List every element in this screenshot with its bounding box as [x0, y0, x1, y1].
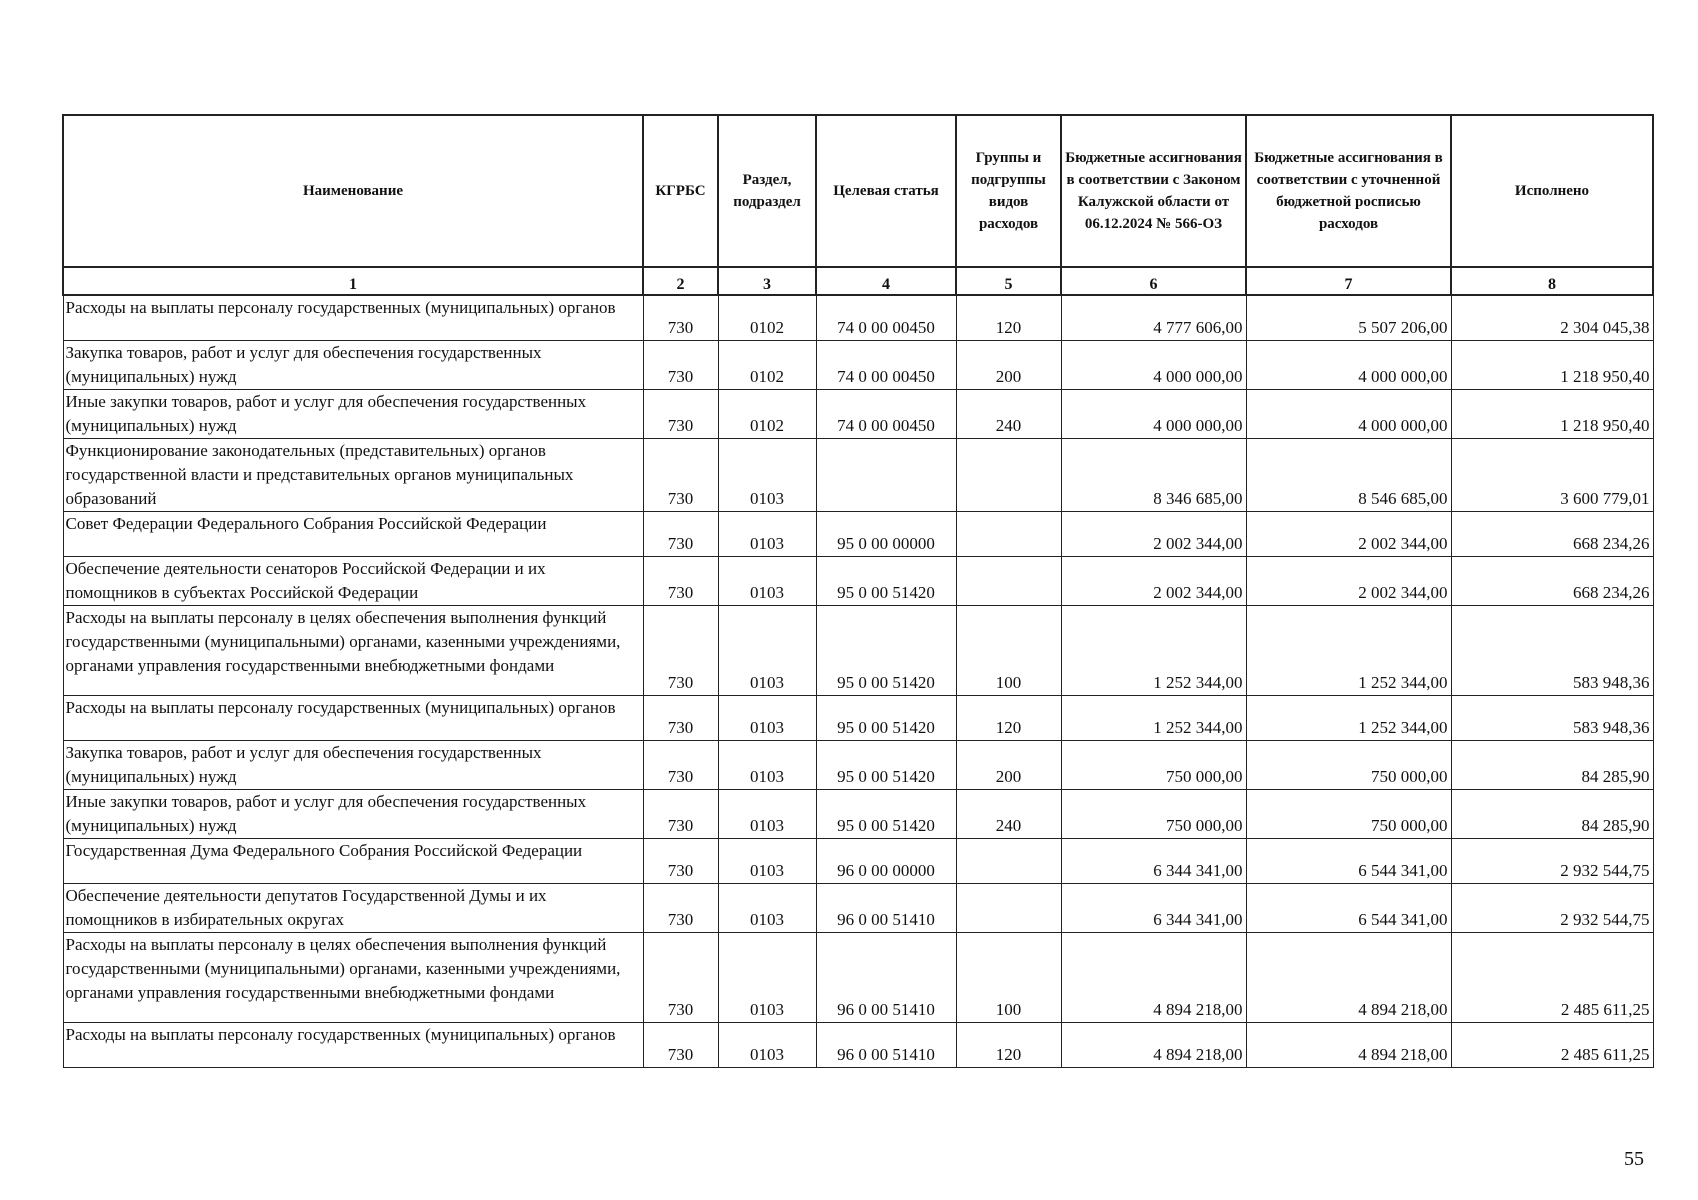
row-name-cell: Закупка товаров, работ и услуг для обеспечения государственных (муниципальных) нужд — [63, 340, 643, 389]
table-row — [63, 389, 1653, 438]
refined-allocation-cell: 8 546 685,00 — [1246, 438, 1451, 511]
column-number: 8 — [1451, 267, 1653, 295]
section-cell: 0103 — [718, 1022, 816, 1067]
section-cell: 0103 — [718, 932, 816, 1022]
row-name-cell: Иные закупки товаров, работ и услуг для обеспечения государственных (муниципальных) нужд — [63, 389, 643, 438]
kgrbs-cell: 730 — [643, 556, 718, 605]
expense-group-cell — [956, 556, 1061, 605]
section-cell: 0102 — [718, 295, 816, 340]
kgrbs-cell: 730 — [643, 389, 718, 438]
expense-group-cell: 200 — [956, 740, 1061, 789]
section-cell: 0103 — [718, 883, 816, 932]
column-header-refined: Бюджетные ассигнования в соответствии с уточненной бюджетной росписью расходов — [1246, 115, 1451, 267]
target-article-cell: 95 0 00 51420 — [816, 740, 956, 789]
law-allocation-cell: 750 000,00 — [1061, 740, 1246, 789]
row-name-cell: Государственная Дума Федерального Собрания Российской Федерации — [63, 838, 643, 883]
target-article-cell: 95 0 00 51420 — [816, 695, 956, 740]
refined-allocation-cell: 6 544 341,00 — [1246, 883, 1451, 932]
expense-group-cell: 240 — [956, 789, 1061, 838]
page-number: 55 — [1624, 1148, 1644, 1170]
refined-allocation-cell: 2 002 344,00 — [1246, 556, 1451, 605]
column-header-kgrbs: КГРБС — [643, 115, 718, 267]
refined-allocation-cell: 750 000,00 — [1246, 789, 1451, 838]
kgrbs-cell: 730 — [643, 295, 718, 340]
executed-cell: 84 285,90 — [1451, 789, 1653, 838]
executed-cell: 84 285,90 — [1451, 740, 1653, 789]
refined-allocation-cell: 750 000,00 — [1246, 740, 1451, 789]
law-allocation-cell: 2 002 344,00 — [1061, 511, 1246, 556]
executed-cell: 2 485 611,25 — [1451, 1022, 1653, 1067]
target-article-cell: 74 0 00 00450 — [816, 340, 956, 389]
refined-allocation-cell: 4 894 218,00 — [1246, 1022, 1451, 1067]
kgrbs-cell: 730 — [643, 838, 718, 883]
table-row — [63, 838, 1653, 883]
section-cell: 0103 — [718, 838, 816, 883]
row-name-cell: Иные закупки товаров, работ и услуг для обеспечения государственных (муниципальных) нужд — [63, 789, 643, 838]
section-cell: 0102 — [718, 340, 816, 389]
column-number: 5 — [956, 267, 1061, 295]
expense-group-cell: 240 — [956, 389, 1061, 438]
table-body — [63, 295, 1653, 1067]
expense-group-cell — [956, 838, 1061, 883]
table-row — [63, 295, 1653, 340]
section-cell: 0103 — [718, 740, 816, 789]
law-allocation-cell: 4 777 606,00 — [1061, 295, 1246, 340]
executed-cell: 2 932 544,75 — [1451, 883, 1653, 932]
expense-group-cell: 200 — [956, 340, 1061, 389]
executed-cell: 668 234,26 — [1451, 511, 1653, 556]
target-article-cell — [816, 438, 956, 511]
column-header-group: Группы и подгруппы видов расходов — [956, 115, 1061, 267]
column-number: 7 — [1246, 267, 1451, 295]
target-article-cell: 95 0 00 51420 — [816, 605, 956, 695]
expense-group-cell — [956, 438, 1061, 511]
target-article-cell: 95 0 00 00000 — [816, 511, 956, 556]
column-header-target: Целевая статья — [816, 115, 956, 267]
table-header-row — [63, 115, 1653, 267]
target-article-cell: 95 0 00 51420 — [816, 789, 956, 838]
target-article-cell: 96 0 00 51410 — [816, 883, 956, 932]
law-allocation-cell: 4 000 000,00 — [1061, 389, 1246, 438]
executed-cell: 1 218 950,40 — [1451, 389, 1653, 438]
expense-group-cell: 100 — [956, 605, 1061, 695]
executed-cell: 583 948,36 — [1451, 695, 1653, 740]
table-row — [63, 511, 1653, 556]
column-number: 3 — [718, 267, 816, 295]
table-row — [63, 740, 1653, 789]
refined-allocation-cell: 5 507 206,00 — [1246, 295, 1451, 340]
column-header-law: Бюджетные ассигнования в соответствии с Законом Калужской области от 06.12.2024 № 566-ОЗ — [1061, 115, 1246, 267]
row-name-cell: Расходы на выплаты персоналу в целях обеспечения выполнения функций государственными (муниципальными) органами, казенными учреждениями, органами управления государственными внебюджетными фондами — [63, 932, 643, 1022]
kgrbs-cell: 730 — [643, 740, 718, 789]
table-row — [63, 1022, 1653, 1067]
executed-cell: 668 234,26 — [1451, 556, 1653, 605]
kgrbs-cell: 730 — [643, 511, 718, 556]
table-row — [63, 340, 1653, 389]
section-cell: 0103 — [718, 695, 816, 740]
kgrbs-cell: 730 — [643, 1022, 718, 1067]
law-allocation-cell: 6 344 341,00 — [1061, 883, 1246, 932]
row-name-cell: Функционирование законодательных (представительных) органов государственной власти и представительных органов муниципальных образований — [63, 438, 643, 511]
law-allocation-cell: 8 346 685,00 — [1061, 438, 1246, 511]
row-name-cell: Закупка товаров, работ и услуг для обеспечения государственных (муниципальных) нужд — [63, 740, 643, 789]
expense-group-cell — [956, 511, 1061, 556]
column-number: 4 — [816, 267, 956, 295]
section-cell: 0103 — [718, 556, 816, 605]
section-cell: 0103 — [718, 605, 816, 695]
section-cell: 0102 — [718, 389, 816, 438]
refined-allocation-cell: 6 544 341,00 — [1246, 838, 1451, 883]
target-article-cell: 95 0 00 51420 — [816, 556, 956, 605]
row-name-cell: Расходы на выплаты персоналу государственных (муниципальных) органов — [63, 1022, 643, 1067]
kgrbs-cell: 730 — [643, 932, 718, 1022]
row-name-cell: Обеспечение деятельности депутатов Государственной Думы и их помощников в избирательных округах — [63, 883, 643, 932]
expense-group-cell: 120 — [956, 295, 1061, 340]
law-allocation-cell: 2 002 344,00 — [1061, 556, 1246, 605]
table-row — [63, 605, 1653, 695]
executed-cell: 1 218 950,40 — [1451, 340, 1653, 389]
law-allocation-cell: 4 894 218,00 — [1061, 932, 1246, 1022]
law-allocation-cell: 1 252 344,00 — [1061, 695, 1246, 740]
row-name-cell: Обеспечение деятельности сенаторов Российской Федерации и их помощников в субъектах Российской Федерации — [63, 556, 643, 605]
refined-allocation-cell: 4 000 000,00 — [1246, 340, 1451, 389]
kgrbs-cell: 730 — [643, 438, 718, 511]
section-cell: 0103 — [718, 438, 816, 511]
column-number: 6 — [1061, 267, 1246, 295]
refined-allocation-cell: 4 000 000,00 — [1246, 389, 1451, 438]
executed-cell: 583 948,36 — [1451, 605, 1653, 695]
law-allocation-cell: 4 000 000,00 — [1061, 340, 1246, 389]
column-number: 1 — [63, 267, 643, 295]
executed-cell: 2 304 045,38 — [1451, 295, 1653, 340]
kgrbs-cell: 730 — [643, 340, 718, 389]
refined-allocation-cell: 2 002 344,00 — [1246, 511, 1451, 556]
expense-group-cell: 100 — [956, 932, 1061, 1022]
table-row — [63, 556, 1653, 605]
column-header-name: Наименование — [63, 115, 643, 267]
refined-allocation-cell: 1 252 344,00 — [1246, 605, 1451, 695]
law-allocation-cell: 4 894 218,00 — [1061, 1022, 1246, 1067]
kgrbs-cell: 730 — [643, 605, 718, 695]
refined-allocation-cell: 1 252 344,00 — [1246, 695, 1451, 740]
target-article-cell: 96 0 00 51410 — [816, 1022, 956, 1067]
table-row — [63, 789, 1653, 838]
column-number: 2 — [643, 267, 718, 295]
section-cell: 0103 — [718, 789, 816, 838]
kgrbs-cell: 730 — [643, 789, 718, 838]
executed-cell: 2 932 544,75 — [1451, 838, 1653, 883]
row-name-cell: Совет Федерации Федерального Собрания Российской Федерации — [63, 511, 643, 556]
target-article-cell: 74 0 00 00450 — [816, 389, 956, 438]
table-row — [63, 883, 1653, 932]
column-header-executed: Исполнено — [1451, 115, 1653, 267]
column-header-section: Раздел, подраздел — [718, 115, 816, 267]
table-row — [63, 438, 1653, 511]
expense-group-cell: 120 — [956, 1022, 1061, 1067]
expense-group-cell — [956, 883, 1061, 932]
kgrbs-cell: 730 — [643, 883, 718, 932]
kgrbs-cell: 730 — [643, 695, 718, 740]
target-article-cell: 96 0 00 51410 — [816, 932, 956, 1022]
section-cell: 0103 — [718, 511, 816, 556]
column-number-row — [63, 267, 1653, 295]
target-article-cell: 96 0 00 00000 — [816, 838, 956, 883]
executed-cell: 2 485 611,25 — [1451, 932, 1653, 1022]
table-row — [63, 695, 1653, 740]
expense-group-cell: 120 — [956, 695, 1061, 740]
row-name-cell: Расходы на выплаты персоналу государственных (муниципальных) органов — [63, 695, 643, 740]
law-allocation-cell: 1 252 344,00 — [1061, 605, 1246, 695]
refined-allocation-cell: 4 894 218,00 — [1246, 932, 1451, 1022]
law-allocation-cell: 750 000,00 — [1061, 789, 1246, 838]
budget-table — [62, 114, 1654, 1068]
row-name-cell: Расходы на выплаты персоналу в целях обеспечения выполнения функций государственными (муниципальными) органами, казенными учреждениями, органами управления государственными внебюджетными фондами — [63, 605, 643, 695]
executed-cell: 3 600 779,01 — [1451, 438, 1653, 511]
table-row — [63, 932, 1653, 1022]
row-name-cell: Расходы на выплаты персоналу государственных (муниципальных) органов — [63, 295, 643, 340]
target-article-cell: 74 0 00 00450 — [816, 295, 956, 340]
law-allocation-cell: 6 344 341,00 — [1061, 838, 1246, 883]
